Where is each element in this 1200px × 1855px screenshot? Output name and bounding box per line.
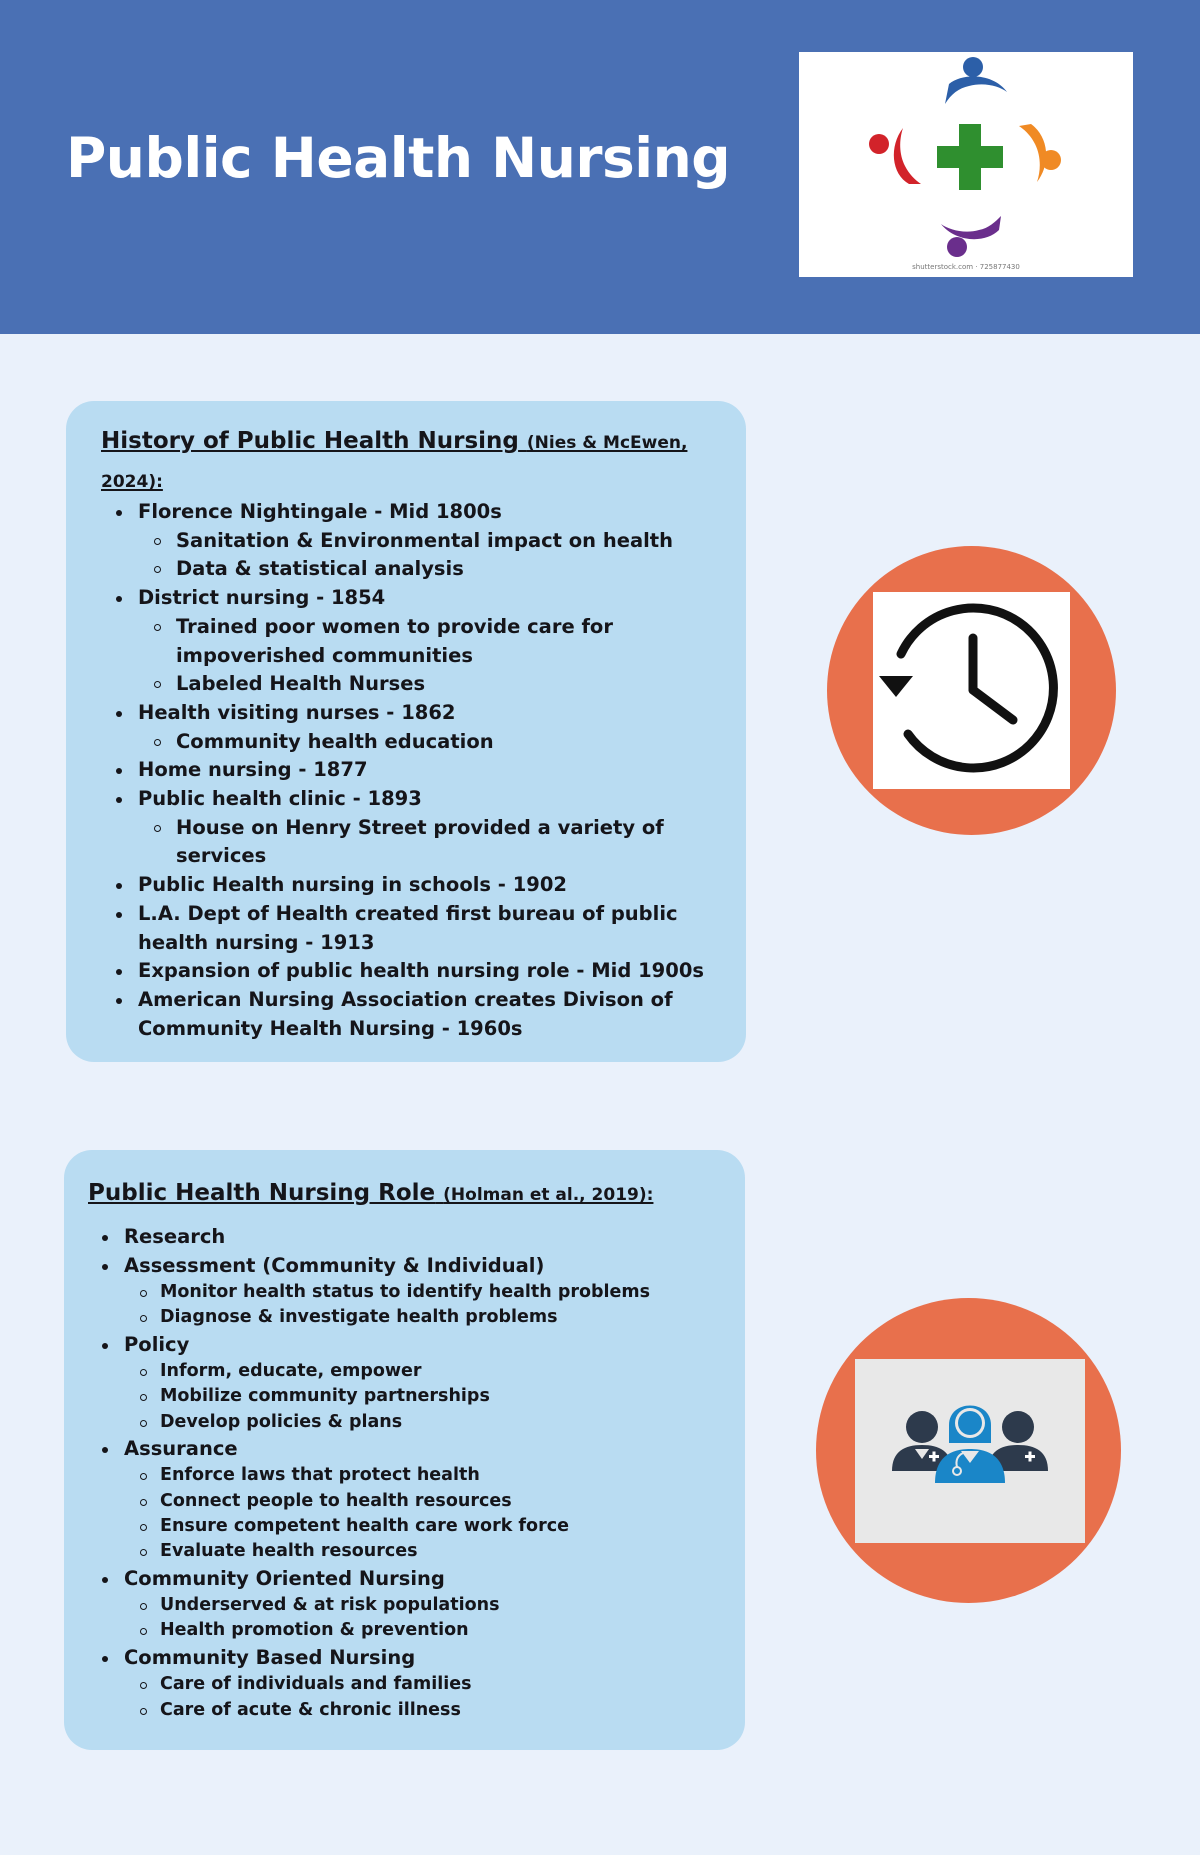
community-health-logo-icon — [799, 52, 1133, 262]
hollow-bullet-icon — [140, 1420, 147, 1427]
bullet-icon — [102, 1343, 108, 1349]
sub-list-item — [124, 1463, 732, 1488]
bullet-icon — [116, 883, 122, 889]
hollow-bullet-icon — [154, 624, 161, 631]
sub-list-item — [124, 1698, 732, 1723]
list-item-text: Assurance — [124, 1436, 238, 1460]
sub-list-item-text: House on Henry Street provided a variety of services — [176, 815, 664, 868]
history-list — [106, 498, 746, 1043]
sub-list-item-text: Health promotion & prevention — [160, 1620, 469, 1641]
sub-list-item — [124, 1618, 732, 1643]
healthcare-team-icon — [855, 1359, 1085, 1543]
list-item-text: District nursing - 1854 — [138, 586, 386, 610]
list-item-text: Florence Nightingale - Mid 1800s — [138, 500, 502, 523]
history-heading-text: History of Public Health Nursing — [101, 428, 519, 454]
list-item — [106, 986, 746, 1043]
hollow-bullet-icon — [140, 1394, 147, 1401]
list-item-text: Expansion of public health nursing role - Mid 1900s — [138, 959, 704, 983]
list-item-text: Public Health nursing in schools - 1902 — [138, 873, 567, 897]
sub-list-item-text: Care of individuals and families — [160, 1674, 472, 1695]
sub-list — [138, 814, 746, 871]
hollow-bullet-icon — [140, 1682, 147, 1689]
list-item-text: Community Oriented Nursing — [124, 1566, 445, 1590]
bullet-icon — [116, 596, 122, 602]
role-card — [64, 1150, 745, 1750]
list-item — [92, 1252, 732, 1331]
bullet-icon — [102, 1577, 108, 1583]
bullet-icon — [102, 1264, 108, 1270]
list-item — [92, 1565, 732, 1644]
hollow-bullet-icon — [140, 1549, 147, 1556]
list-item — [106, 756, 746, 785]
role-list — [92, 1223, 732, 1723]
list-item — [106, 957, 746, 986]
hollow-bullet-icon — [140, 1473, 147, 1480]
role-icon-frame — [855, 1359, 1085, 1543]
list-item-text: L.A. Dept of Health created first bureau of public health nursing - 1913 — [138, 901, 678, 954]
sub-list — [124, 1672, 732, 1723]
sub-list-item — [138, 527, 746, 556]
page-header — [0, 0, 1200, 334]
history-icon-frame — [873, 592, 1070, 789]
sub-list-item — [138, 728, 746, 757]
sub-list-item-text: Enforce laws that protect health — [160, 1465, 480, 1486]
bullet-icon — [116, 711, 122, 717]
role-citation: (Holman et al., 2019): — [443, 1185, 654, 1205]
sub-list-item — [124, 1410, 732, 1435]
bullet-icon — [116, 969, 122, 975]
logo-image — [799, 52, 1133, 277]
bullet-icon — [102, 1447, 108, 1453]
history-card — [66, 401, 746, 1062]
list-item-text: Home nursing - 1877 — [138, 758, 368, 782]
sub-list — [138, 613, 746, 699]
list-item — [106, 900, 746, 957]
hollow-bullet-icon — [140, 1369, 147, 1376]
page-title: Public Health Nursing — [66, 126, 731, 190]
list-item — [106, 699, 746, 756]
sub-list-item-text: Diagnose & investigate health problems — [160, 1307, 558, 1328]
history-clock-icon — [873, 592, 1070, 789]
list-item — [106, 498, 746, 584]
sub-list-item-text: Evaluate health resources — [160, 1541, 418, 1562]
hollow-bullet-icon — [140, 1524, 147, 1531]
sub-list-item-text: Ensure competent health care work force — [160, 1516, 569, 1537]
role-icon-circle — [816, 1298, 1121, 1603]
sub-list — [138, 527, 746, 584]
hollow-bullet-icon — [154, 825, 161, 832]
list-item — [106, 584, 746, 699]
list-item — [92, 1223, 732, 1252]
role-heading-text: Public Health Nursing Role — [88, 1180, 436, 1206]
sub-list-item-text: Monitor health status to identify health problems — [160, 1282, 651, 1302]
list-item-text: Public health clinic - 1893 — [138, 787, 422, 811]
sub-list-item-text: Data & statistical analysis — [176, 557, 464, 581]
role-heading — [88, 1175, 728, 1214]
bullet-icon — [116, 768, 122, 774]
sub-list-item-text: Develop policies & plans — [160, 1411, 403, 1432]
sub-list-item — [124, 1384, 732, 1409]
list-item — [92, 1331, 732, 1435]
hollow-bullet-icon — [140, 1290, 147, 1297]
sub-list-item — [124, 1593, 732, 1618]
sub-list — [138, 728, 746, 757]
sub-list-item — [124, 1672, 732, 1697]
sub-list-item-text: Care of acute & chronic illness — [160, 1699, 461, 1720]
sub-list-item — [138, 814, 746, 871]
sub-list-item — [124, 1539, 732, 1564]
list-item — [106, 785, 746, 871]
list-item-text: Health visiting nurses - 1862 — [138, 700, 456, 724]
sub-list-item-text: Inform, educate, empower — [160, 1361, 422, 1382]
list-item-text: Assessment (Community & Individual) — [124, 1253, 545, 1277]
sub-list-item-text: Underserved & at risk populations — [160, 1595, 500, 1616]
list-item-text: Community Based Nursing — [124, 1645, 416, 1669]
history-heading — [101, 423, 701, 501]
bullet-icon — [102, 1656, 108, 1662]
hollow-bullet-icon — [140, 1315, 147, 1322]
bullet-icon — [102, 1235, 108, 1241]
hollow-bullet-icon — [154, 681, 161, 688]
list-item-text: Research — [124, 1225, 226, 1248]
sub-list-item-text: Connect people to health resources — [160, 1490, 512, 1511]
history-icon-circle — [827, 546, 1116, 835]
history-citation: (Nies & McEwen, 2024): — [101, 433, 688, 492]
hollow-bullet-icon — [140, 1499, 147, 1506]
sub-list-item-text: Mobilize community partnerships — [160, 1386, 490, 1407]
hollow-bullet-icon — [140, 1603, 147, 1610]
list-item-text: American Nursing Association creates Divison of Community Health Nursing - 1960s — [138, 987, 673, 1040]
sub-list — [124, 1280, 732, 1331]
sub-list-item — [124, 1359, 732, 1384]
sub-list — [124, 1463, 732, 1564]
hollow-bullet-icon — [154, 566, 161, 573]
logo-caption: shutterstock.com · 725877430 — [912, 263, 1020, 271]
sub-list-item — [138, 555, 746, 584]
list-item — [92, 1435, 732, 1565]
sub-list-item-text: Labeled Health Nurses — [176, 672, 426, 696]
hollow-bullet-icon — [154, 538, 161, 545]
hollow-bullet-icon — [154, 739, 161, 746]
hollow-bullet-icon — [140, 1708, 147, 1715]
sub-list-item-text: Sanitation & Environmental impact on health — [176, 528, 674, 552]
sub-list-item-text: Community health education — [176, 729, 494, 753]
bullet-icon — [116, 912, 122, 918]
sub-list-item — [124, 1514, 732, 1539]
sub-list-item — [124, 1280, 732, 1305]
sub-list-item-text: Trained poor women to provide care for impoverished communities — [176, 614, 613, 667]
sub-list — [124, 1593, 732, 1644]
sub-list-item — [124, 1489, 732, 1514]
sub-list-item — [124, 1305, 732, 1330]
sub-list-item — [138, 613, 746, 670]
bullet-icon — [116, 510, 122, 516]
hollow-bullet-icon — [140, 1628, 147, 1635]
bullet-icon — [116, 797, 122, 803]
list-item — [106, 871, 746, 900]
bullet-icon — [116, 998, 122, 1004]
list-item-text: Policy — [124, 1332, 190, 1356]
list-item — [92, 1644, 732, 1723]
sub-list — [124, 1359, 732, 1435]
sub-list-item — [138, 670, 746, 699]
